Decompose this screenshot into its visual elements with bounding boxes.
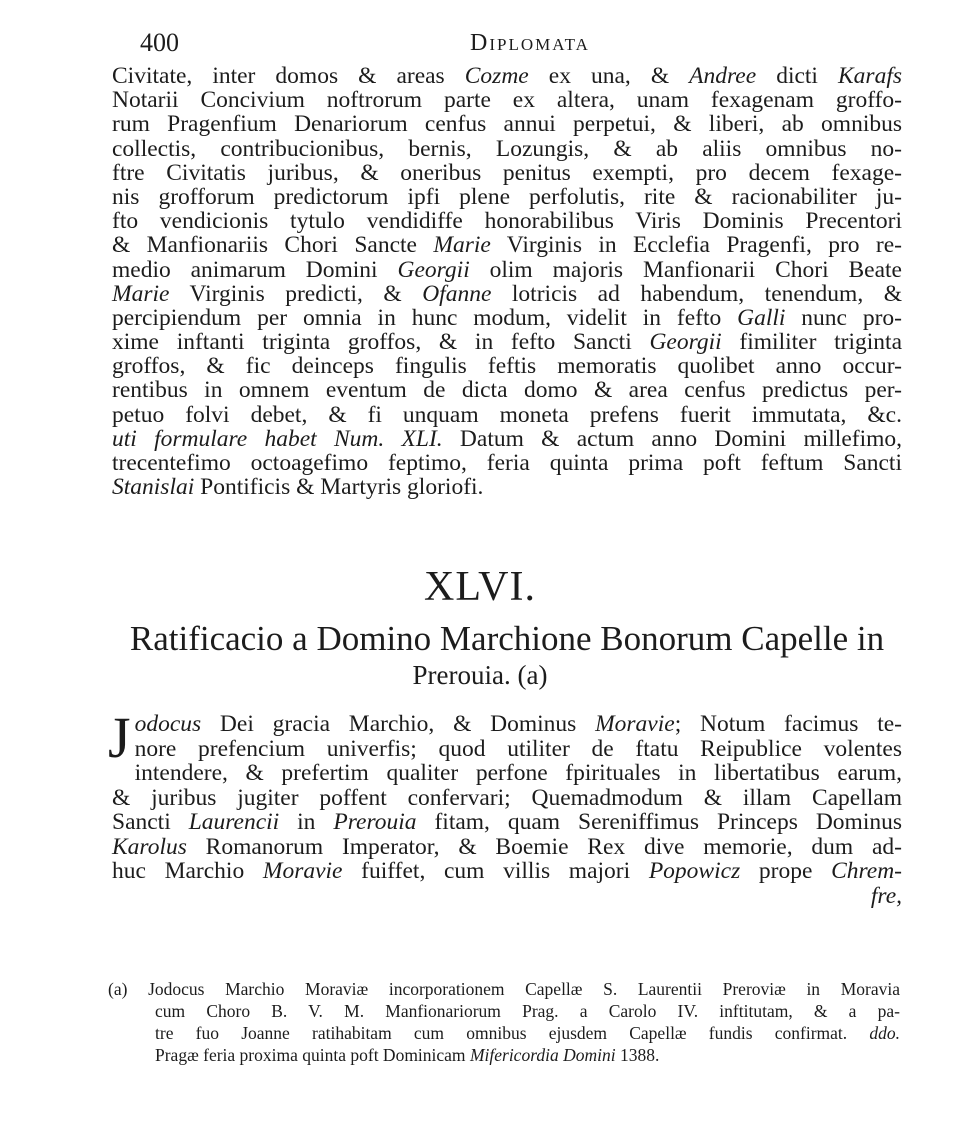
- italic-text: Georgii: [397, 256, 470, 283]
- text-line: & juribus jugiter poffent confervari; Quemadmodum & illam Capellam: [112, 784, 902, 811]
- italic-text: Moravie: [595, 711, 675, 737]
- text-line: huc Marchio Moravie fuiffet, cum villis majori Popowicz prope Chrem-: [112, 858, 902, 884]
- preamble-paragraph: [112, 64, 902, 499]
- text-line: fto vendicionis tytulo vendidiffe honorabilibus Viris Dominis Precentori: [112, 208, 902, 235]
- footnote-line: tre fuo Joanne ratihabitam cum omnibus ejusdem Capellæ fundis confirmat. ddo.: [155, 1023, 900, 1043]
- drop-cap: J: [108, 705, 131, 770]
- text-line: medio animarum Domini Georgii olim majoris Manfionarii Chori Beate: [112, 256, 902, 283]
- section-subtitle: Prerouia. (a): [412, 660, 548, 690]
- text-line: rum Pragenfium Denariorum cenfus annui perpetui, & liberi, ab omnibus: [112, 111, 902, 138]
- footnote-line: (a) Jodocus Marchio Moraviæ incorporationem Capellæ S. Laurentii Preroviæ in Moravia: [108, 979, 900, 999]
- running-head: [110, 28, 900, 62]
- italic-text: uti formulare habet Num. XLI.: [112, 425, 443, 452]
- catchword: fre,: [870, 882, 902, 909]
- text-line: & Manfionariis Chori Sancte Marie Virginis in Ecclefia Pragenfi, pro re-: [112, 232, 903, 259]
- charter-paragraph: [108, 705, 903, 909]
- italic-text: Galli: [737, 304, 786, 331]
- italic-text: Karafs: [838, 63, 902, 89]
- text-line: ftre Civitatis juribus, & oneribus penitus exempti, pro decem fexage-: [112, 159, 902, 186]
- text-line: intendere, & prefertim qualiter perfone fpirituales in libertatibus earum,: [134, 760, 902, 786]
- text-line: Stanislai Pontificis & Martyris gloriofi.: [112, 474, 484, 501]
- italic-text: Andree: [689, 63, 757, 89]
- text-line: Karolus Romanorum Imperator, & Boemie Rex dive memorie, dum ad-: [112, 833, 902, 860]
- italic-text: Georgii: [649, 329, 722, 356]
- italic-text: Marie: [112, 280, 170, 307]
- italic-text: Laurencii: [188, 809, 280, 835]
- text-line: Sancti Laurencii in Prerouia fitam, quam Sereniffimus Princeps Dominus: [112, 809, 902, 835]
- footnote-marker: (a): [108, 979, 149, 999]
- italic-text: Moravie: [262, 858, 343, 884]
- footnote-line: cum Choro B. V. M. Manfionariorum Prag. a Carolo IV. inftitutam, & a pa-: [155, 1001, 900, 1021]
- running-title: Diplomata: [470, 30, 590, 56]
- text-line: nore prefencium univerfis; quod utiliter de ftatu Reipublice volentes: [134, 735, 902, 762]
- text-line: Notarii Concivium noftrorum parte ex altera, unam fexagenam groffo-: [112, 87, 902, 114]
- text-line: xime inftanti triginta groffos, & in fefto Sancti Georgii fimiliter triginta: [112, 329, 902, 356]
- italic-text: Prerouia: [333, 809, 417, 835]
- text-line: collectis, contribucionibus, bernis, Lozungis, & ab aliis omnibus no-: [112, 135, 902, 162]
- text-line: rentibus in omnem eventum de dicta domo & area cenfus predictus per-: [112, 377, 902, 404]
- italic-text: odocus: [134, 711, 202, 737]
- italic-text: Marie: [433, 232, 491, 259]
- italic-text: Mifericordia Domini: [469, 1045, 616, 1065]
- footnote: [108, 978, 900, 1066]
- italic-text: Stanislai: [112, 474, 195, 501]
- section-title: Ratificacio a Domino Marchione Bonorum Capelle in: [129, 619, 885, 658]
- text-line: Marie Virginis predicti, & Ofanne lotricis ad habendum, tenendum, &: [112, 280, 902, 307]
- text-line: nis grofforum predictorum ipfi plene perfolutis, rite & racionabiliter ju-: [112, 183, 902, 210]
- text-line: trecentefimo octoagefimo feptimo, feria quinta prima poft feftum Sancti: [112, 450, 902, 476]
- italic-text: Popowicz: [648, 858, 741, 884]
- text-line: odocus Dei gracia Marchio, & Dominus Moravie; Notum facimus te-: [134, 711, 903, 737]
- italic-text: Ofanne: [422, 280, 492, 307]
- text-line: petuo folvi debet, & fi unquam moneta prefens fuerit immutata, &c.: [112, 401, 902, 428]
- italic-text: ddo.: [869, 1023, 900, 1043]
- text-line: Civitate, inter domos & areas Cozme ex una, & Andree dicti Karafs: [112, 63, 902, 89]
- footnote-line: Pragæ feria proxima quinta poft Dominicam Mifericordia Domini 1388.: [155, 1045, 660, 1065]
- italic-text: Cozme: [464, 63, 529, 89]
- page-number: 400: [140, 28, 179, 57]
- italic-text: Karolus: [112, 833, 187, 860]
- text-line: groffos, & fic deinceps fingulis feftis memoratis quolibet anno occur-: [112, 353, 902, 380]
- italic-text: Chrem-: [831, 858, 902, 884]
- text-line: uti formulare habet Num. XLI. Datum & actum anno Domini millefimo,: [112, 425, 903, 452]
- charter-lines: [112, 712, 902, 884]
- text-line: percipiendum per omnia in hunc modum, videlit in fefto Galli nunc pro-: [112, 304, 902, 331]
- section-number: XLVI.: [424, 564, 536, 610]
